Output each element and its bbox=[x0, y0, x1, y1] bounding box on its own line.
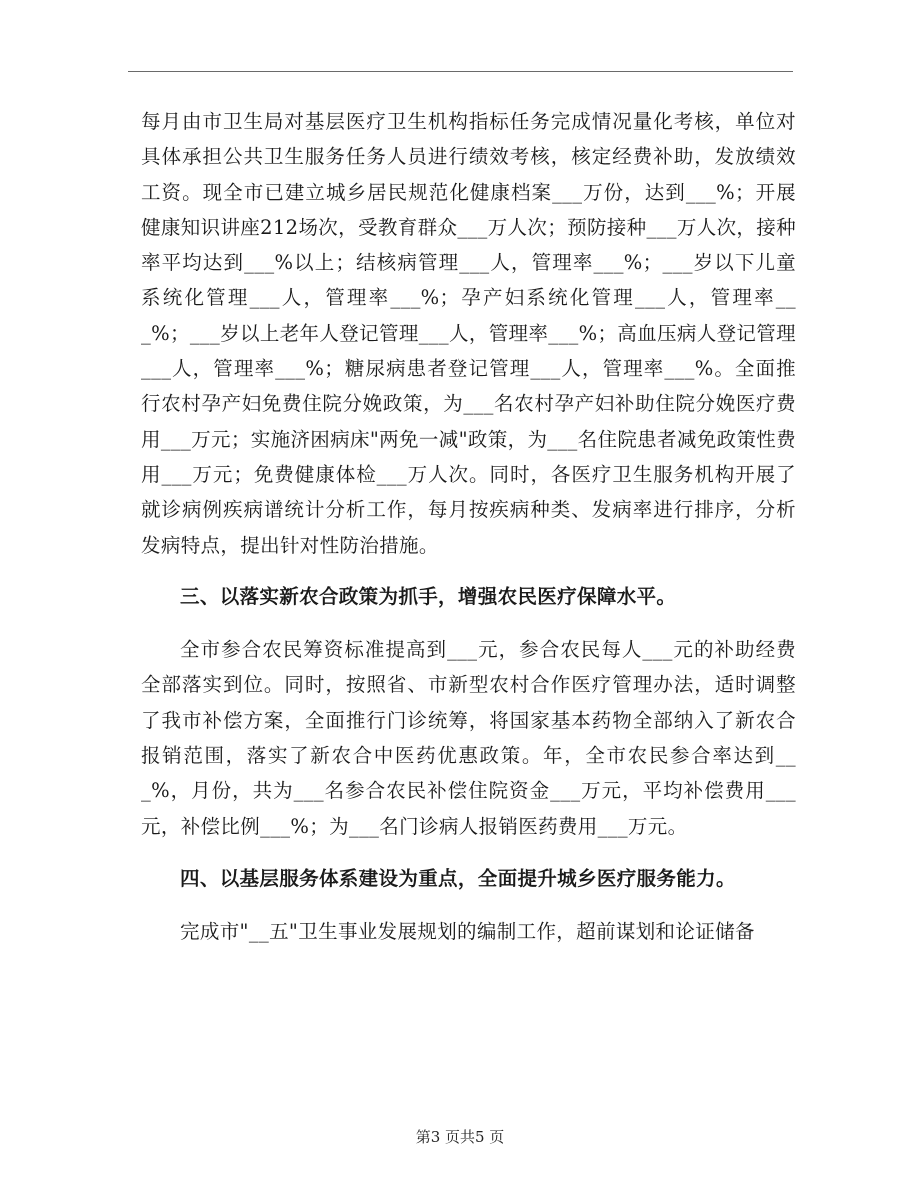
document-body bbox=[141, 104, 796, 950]
body-paragraph: 完成市"__五"卫生事业发展规划的编制工作，超前谋划和论证储备 bbox=[180, 920, 755, 944]
section-heading-3: 三、以落实新农合政策为抓手，增强农民医疗保障水平。 bbox=[180, 584, 677, 608]
body-paragraph: 每月由市卫生局对基层医疗卫生机构指标任务完成情况量化考核，单位对具体承担公共卫生服务任务人员进行绩效考核，核定经费补助，发放绩效工资。现全市已建立城乡居民规范化健康档案___万份，达到___%；开展健康知识讲座212场次，受教育群众___万人次；预防接种___万人次，接种率平均达到___%以上；结核病管理___人，管理率___%；___岁以下儿童系统化管理___人，管理率___%；孕产妇系统化管理___人，管理率___%；___岁以上老年人登记管理___人，管理率___%；高血压病人登记管理___人，管理率___%；糖尿病患者登记管理___人，管理率___%。全面推行农村孕产妇免费住院分娩政策，为___名农村孕产妇补助住院分娩医疗费用___万元；实施济困病床"两免一减"政策，为___名住院患者减免政策性费用___万元；免费健康体检___万人次。同时，各医疗卫生服务机构开展了就诊病例疾病谱统计分析工作，每月按疾病种类、发病率进行排序，分析发病特点，提出针对性防治措施。 bbox=[141, 110, 796, 557]
page-number-footer: 第3 页共5 页 bbox=[415, 1128, 505, 1146]
header-rule bbox=[128, 71, 793, 72]
section-heading-4: 四、以基层服务体系建设为重点，全面提升城乡医疗服务能力。 bbox=[180, 866, 736, 890]
body-paragraph: 全市参合农民筹资标准提高到___元，参合农民每人___元的补助经费全部落实到位。同时，按照省、市新型农村合作医疗管理办法，适时调整了我市补偿方案，全面推行门诊统筹，将国家基本药物全部纳入了新农合报销范围，落实了新农合中医药优惠政策。年，全市农民参合率达到___%，月份，共为___名参合农民补偿住院资金___万元，平均补偿费用___元，补偿比例___%；为___名门诊病人报销医药费用___万元。 bbox=[141, 638, 796, 838]
